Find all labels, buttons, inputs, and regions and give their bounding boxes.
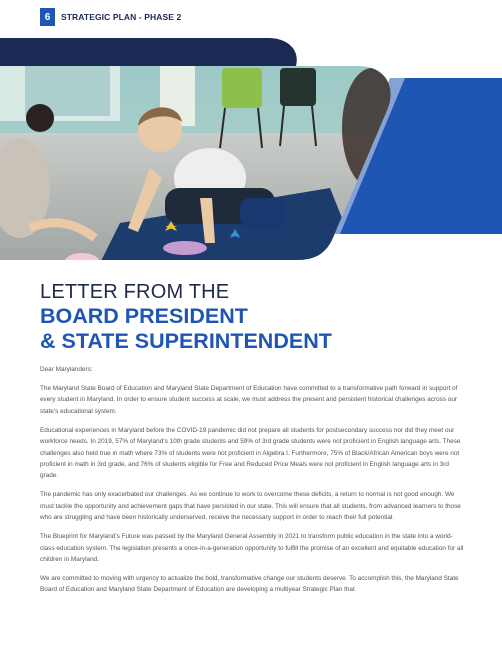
heading-line-1: LETTER FROM THE	[40, 281, 230, 303]
paragraph: The Maryland State Board of Education and Maryland State Department of Education have committed to a transformative path forward in support of every student in Maryland. In order to ensure student success at scale, we must address the present and persistent historical challenges across our state’s educational system.	[40, 385, 458, 415]
paragraph: The pandemic has only exacerbated our challenges. As we continue to work to overcome these deficits, a return to normal is not good enough. We must tackle the opportunity and achievement gaps that have persisted in our state. This will ensure that all students, from advanced learners to those who are struggling and have been historically underserved, receive the necessary support in order to reach their full potential.	[40, 491, 461, 522]
heading-line-2: BOARD PRESIDENT	[40, 304, 248, 328]
heading-line-3: & STATE SUPERINTENDENT	[40, 329, 332, 353]
page-header	[40, 8, 181, 26]
paragraph: The Blueprint for Maryland’s Future was passed by the Maryland General Assembly in 2021 to transform public education in the state into a world-class education system. The legislation presents a once-in-a-generation opportunity to fulfill the promise of an excellent and equitable education for all children in Maryland.	[40, 533, 464, 564]
document-title: STRATEGIC PLAN - PHASE 2	[61, 12, 182, 22]
classroom-photo-icon	[0, 38, 502, 263]
salutation: Dear Marylanders:	[40, 366, 93, 373]
page-number: 6	[40, 8, 55, 26]
hero-banner	[0, 38, 502, 263]
letter-body	[40, 364, 464, 603]
paragraph: We are committed to moving with urgency to actualize the bold, transformative change our students deserve. To accomplish this, the Maryland State Board of Education and Maryland State Department of Education are developing a multiyear Strategic Plan that	[40, 575, 459, 594]
navy-band-shape	[0, 38, 297, 66]
paragraph: Educational experiences in Maryland before the COVID-19 pandemic did not prepare all students for postsecondary success nor did they meet our workforce needs. In 2019, 57% of Maryland’s 10th grade students and 59% of 3rd grade students were not proficient in English language arts. These challenges also held true in math where 73% of students were not proficient in Algebra I. Furthermore, 75% of Black/African American boys were not proficient in math in 3rd grade, and 76% of students eligible for Free and Reduced Price Meals were not proficient in English language arts in 3rd grade.	[40, 426, 461, 480]
letter-heading	[40, 281, 470, 354]
